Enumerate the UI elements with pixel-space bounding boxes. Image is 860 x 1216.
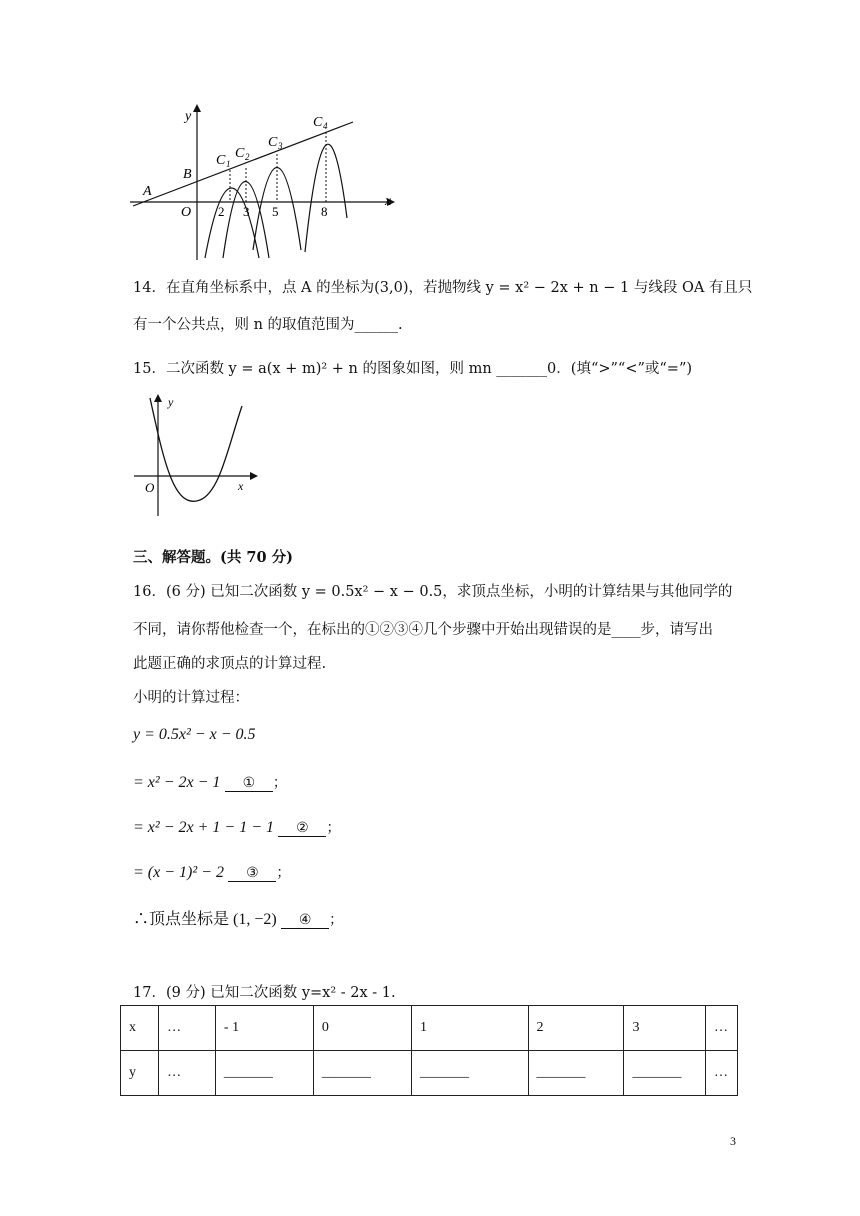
step-3-expression: = (x − 1)² − 2: [133, 864, 224, 881]
c1-subscript: 1: [226, 159, 231, 169]
answer-blank[interactable]: _______: [313, 1051, 411, 1096]
c3-subscript: 3: [278, 141, 283, 151]
page-number: 3: [730, 1134, 736, 1148]
step-4: [133, 906, 343, 929]
c2-subscript: 2: [245, 152, 250, 162]
question-14-line2: 有一个公共点，则 n 的取值范围为______.: [133, 317, 403, 333]
step-4-mark: ④: [281, 912, 329, 929]
x-axis-label: x: [385, 194, 392, 209]
table-cell: 0: [313, 1006, 411, 1051]
table-cell: …: [705, 1051, 737, 1096]
x-axis-label: x: [238, 479, 244, 493]
point-a-label: A: [143, 184, 152, 199]
point-b-label: B: [183, 167, 192, 182]
answer-blank[interactable]: _______: [215, 1051, 313, 1096]
figure-parabola-q15: [128, 392, 258, 520]
answer-blank[interactable]: _______: [528, 1051, 624, 1096]
semicolon: ；: [276, 865, 291, 881]
table-row: [121, 1006, 738, 1051]
section-three-heading: 三、解答题。(共 70 分): [133, 549, 293, 566]
c2-label: C: [235, 146, 245, 161]
step-3: [133, 862, 290, 882]
origin-label: O: [181, 205, 192, 220]
y-axis-label: y: [185, 109, 192, 124]
question-16-line3: 此题正确的求顶点的计算过程.: [133, 656, 327, 672]
table-cell: 1: [411, 1006, 528, 1051]
table-cell: 2: [528, 1006, 624, 1051]
step-2-expression: = x² − 2x + 1 − 1 − 1: [133, 819, 274, 836]
value-table: [120, 1005, 738, 1096]
step-1: [133, 772, 287, 792]
step-4-expression: ∴顶点坐标是 (1, −2): [133, 911, 277, 928]
table-row: [121, 1051, 738, 1096]
step-1-mark: ①: [225, 775, 273, 792]
semicolon: ；: [272, 775, 287, 791]
table-cell: - 1: [215, 1006, 313, 1051]
table-cell: …: [705, 1006, 737, 1051]
tick-label: 2: [218, 204, 225, 219]
answer-blank[interactable]: _______: [624, 1051, 706, 1096]
tick-label: 8: [321, 204, 328, 219]
y-axis-label: y: [168, 395, 174, 409]
step-2-mark: ②: [278, 820, 326, 837]
question-16-line2: 不同，请你帮他检查一个，在标出的①②③④几个步骤中开始出现错误的是____步，请写出: [133, 622, 713, 638]
table-cell: …: [159, 1006, 216, 1051]
step-3-mark: ③: [228, 865, 276, 882]
step-original-function: y = 0.5x² − x − 0.5: [133, 726, 256, 743]
tick-label: 3: [243, 204, 250, 219]
answer-blank[interactable]: _______: [411, 1051, 528, 1096]
calculation-process-label: 小明的计算过程：: [133, 690, 249, 706]
table-cell: 3: [624, 1006, 706, 1051]
c1-label: C: [216, 153, 226, 168]
question-15-text: 15．二次函数 y = a(x + m)² + n 的图象如图，则 mn _______0．(填“>”“<”或“=”): [133, 361, 693, 377]
step-1-expression: = x² − 2x − 1: [133, 774, 221, 791]
table-cell: …: [159, 1051, 216, 1096]
origin-label: O: [145, 480, 155, 495]
question-14-line1: 14．在直角坐标系中，点 A 的坐标为(3,0)，若抛物线 y = x² − 2x + n − 1 与线段 OA 有且只: [133, 280, 753, 296]
step-2: [133, 817, 340, 837]
tick-label: 5: [272, 204, 279, 219]
figure-parabolas-c1-c4: [125, 100, 400, 265]
table-cell: y: [121, 1051, 159, 1096]
semicolon: ；: [326, 820, 341, 836]
question-17-text: 17．(9 分) 已知二次函数 y=x² - 2x - 1.: [133, 985, 396, 1001]
semicolon: ；: [329, 912, 344, 928]
c4-label: C: [313, 115, 323, 130]
c4-subscript: 4: [323, 121, 328, 131]
question-16-line1: 16．(6 分) 已知二次函数 y = 0.5x² − x − 0.5，求顶点坐标，小明的计算结果与其他同学的: [133, 584, 733, 600]
c3-label: C: [268, 135, 278, 150]
table-cell: x: [121, 1006, 159, 1051]
